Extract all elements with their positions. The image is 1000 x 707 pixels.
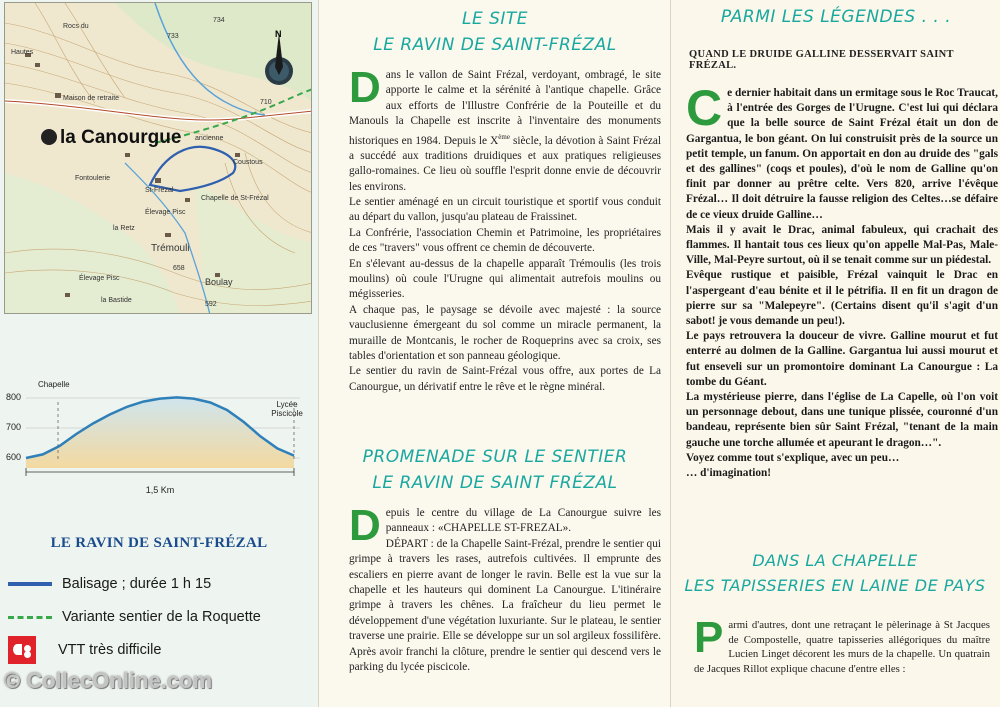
map-label: Boulay [205, 277, 233, 287]
map-town-name: la Canourgue [60, 127, 182, 148]
map-label: ancienne [195, 135, 224, 142]
vtt-icon [8, 636, 36, 664]
map-label: 733 [167, 33, 179, 40]
legends-paragraph-4: Le pays retrouvera la douceur de vivre. Galline mourut et fut enterré au dolmen de la Galline. Gargantua lui aussi mourut et fut enseveli sur un promontoire dominant La Canourgue : La tombe du Géant. [686, 330, 998, 388]
walk-text [349, 501, 661, 675]
green-dashed-line-icon [8, 616, 52, 619]
site-title-line2: LE RAVIN DE SAINT-FRÉZAL [373, 35, 617, 55]
dropcap: P [694, 613, 724, 662]
site-title-line1: LE SITE [461, 9, 529, 29]
svg-text:N: N [275, 29, 282, 39]
dropcap: D [349, 501, 381, 550]
map-label: Élevage Pisc [79, 275, 120, 282]
map-town-label [41, 127, 181, 149]
legends-paragraph-2: Mais il y avait le Drac, animal fabuleux, qui crachait des flammes. Il hantait tous ces lieux qu'on appelle Mal-Pas, Male-Ville, Mal-Peyre surtout, où il se tenait comme sur un piédestal. [686, 223, 998, 267]
map-label: Coustous [233, 159, 263, 166]
site-paragraph-1: ans le vallon de Saint Frézal, verdoyant, ombragé, le site apporte le calme et la sérénité à l'antique chapelle. Grâce aux efforts de l'Illustre Confrérie de la Pouteille et du Manouls la Chapelle est inscrite à l'inventaire des monuments historiques en 1984. Depuis le X [349, 69, 661, 147]
distance-label: 1,5 Km [145, 485, 175, 495]
map-label: St-Frézal [145, 187, 174, 194]
legends-title: PARMI LES LÉGENDES . . . [720, 7, 952, 27]
map-label: Trémouli [151, 243, 190, 254]
map-label: la Bastide [101, 297, 132, 304]
legends-paragraph-1: e dernier habitait dans un ermitage sous le Roc Traucat, à l'entrée des Gorges de l'Urugne. C'est lui qui déclara que la belle source de Saint Frézal était un don de Gargantua, le bon géant. On lui construisit près de la source un petit temple, un fanum. On apportait en don au druide des "gals et des gallines" (coqs et poules), d'où le nom de Galline qu'on finit par donner au prêtre celte. Vers 820, arrive l'évêque Frézal… Il doit détruire la fausse religion des Celtes…se défaire de ce vieux druide Galline… [686, 87, 998, 221]
elevation-profile [0, 368, 318, 508]
town-marker-icon [41, 129, 57, 145]
middle-panel [318, 0, 670, 707]
walk-paragraph-2: DÉPART : de la Chapelle Saint-Frézal, prendre le sentier qui grimpe à travers les rases, autrefois cultivées. Il emprunte des escaliers en pierre avant de longer le ravin. Belle est la vue sur la chapelle et les hauteurs qui dominent La Canourgue. L'itinéraire grimpe à travers les chênes. La fraîcheur du lieu permet le développement d'une végétation luxuriante. Sur le plateau, le sentier traverse une prairie. Elle se développe sur un sol argileux fossilifère. Après avoir franchi la clôture, prendre le sentier qui descend vers le parking du lycée piscicole. [349, 537, 661, 674]
walk-paragraph-1: epuis le centre du village de La Canourgue suivre les panneaux : «CHAPELLE ST-FREZAL». [385, 507, 661, 535]
site-title [319, 6, 670, 58]
legend-label: VTT très difficile [58, 642, 162, 658]
legends-paragraph-7: … d'imagination! [686, 467, 772, 480]
route-title: LE RAVIN DE SAINT-FRÉZAL [50, 535, 268, 551]
legends-paragraph-5: La mystérieuse pierre, dans l'église de La Capelle, où l'on voit un personnage debout, dans une tunique plissée, couronné d'un bandeau, représente bien sûr Saint Frézal, "tenant de la main gauche une torche allumée et apeurant le dragon…". [686, 391, 998, 449]
dropcap: C [686, 80, 723, 136]
y-label-600: 600 [6, 452, 22, 462]
profile-area [26, 397, 294, 468]
map-label: 734 [213, 17, 225, 24]
map-label: Maison de retraite [63, 95, 120, 102]
legend-vtt [8, 636, 161, 664]
map-label: Rocs du [63, 23, 89, 30]
topographic-map [4, 2, 312, 314]
site-paragraph-5: A chaque pas, le paysage se dévoile avec majesté : la source vauclusienne émergeant du sol comme un miracle permanent, la muraille de Montcanis, le rocher de Roqueprins avec sa croix, ses tables d'orientation et son panneau géologique. [349, 303, 661, 363]
legends-paragraph-6: Voyez comme tout s'explique, avec un peu… [686, 451, 900, 464]
map-label: Hautes [11, 49, 34, 56]
chapel-text [694, 613, 990, 676]
superscript: ème [498, 132, 510, 141]
legend-label: Variante sentier de la Roquette [62, 609, 261, 625]
start-label: Chapelle [38, 380, 70, 389]
map-label: 710 [260, 99, 272, 106]
legend-balisage [8, 576, 211, 592]
legends-subtitle: QUAND LE DRUIDE GALLINE DESSERVAIT SAINT FRÉZAL. [689, 49, 954, 71]
site-text [349, 63, 661, 395]
legends-paragraph-3: Evêque rustique et paisible, Frézal vainquit le Drac en l'aspergeant d'eau bénite et il le pétrifia. Il en fit un dragon de pierre sur sa "Malepeyre". (Certains disent qu'il s'agit d'un sabot! je vous demande un peu!). [686, 269, 998, 328]
chapel-title [670, 548, 1000, 598]
map-label: Chapelle de St-Frézal [201, 195, 269, 202]
y-label-800: 800 [6, 392, 22, 402]
chapel-paragraph-1: armi d'autres, dont une retraçant le pèlerinage à St Jacques de Compostelle, quatre tapisseries allégoriques du maître Lucien Linget décorent les murs de la chapelle. Un quatrain de Jacques Rillot explique chacune d'entre elles : [694, 619, 990, 675]
site-paragraph-3: La Confrérie, l'association Chemin et Patrimoine, les propriétaires de ces "travers" vous offrent ce chemin de découverte. [349, 226, 661, 255]
watermark: © CollecOnline.com [4, 668, 213, 693]
legends-text [686, 80, 998, 481]
chapel-title-line2: LES TAPISSERIES EN LAINE DE PAYS [684, 576, 986, 595]
map-label: Élevage Pisc [145, 209, 186, 216]
map-label: la Retz [113, 225, 135, 232]
y-label-700: 700 [6, 422, 22, 432]
blue-line-icon [8, 582, 52, 586]
site-paragraph-6: Le sentier du ravin de Saint-Frézal vous offre, aux portes de La Canourgue, un dérivatif entre le rêve et le règne minéral. [349, 365, 661, 393]
map-label: 592 [205, 301, 217, 308]
walk-title-line1: PROMENADE SUR LE SENTIER [362, 447, 628, 467]
map-label: Fontoulerie [75, 175, 111, 182]
legend-variante [8, 609, 261, 625]
site-paragraph-4: En s'élevant au-dessus de la chapelle apparaît Trémoulis (les trois moulins) où coule l'Urugne qui alimentait autrefois moulins ou mégisseries. [349, 257, 661, 301]
legend-label: Balisage ; durée 1 h 15 [62, 576, 212, 592]
walk-title [319, 444, 670, 496]
walk-title-line2: LE RAVIN DE SAINT FRÉZAL [372, 473, 618, 493]
site-paragraph-2: Le sentier aménagé en un circuit touristique et sportif vous conduit au départ du vallon, jusqu'au plateau de Fraissinet. [349, 196, 661, 224]
map-drawing [5, 3, 312, 314]
end-label: Lycée Piscicole [271, 400, 303, 418]
map-label: 658 [173, 265, 185, 272]
dropcap: D [349, 63, 381, 112]
chapel-title-line1: DANS LA CHAPELLE [752, 551, 918, 570]
site-paragraph-1-end: siècle, la dévotion à Saint Frézal a succédé aux traditions druidiques et aux pratiques religieuses gallo-romaines. Ce lieu où souffle l'esprit donne envie de découvrir les environs. [349, 134, 661, 193]
left-panel [0, 0, 318, 707]
